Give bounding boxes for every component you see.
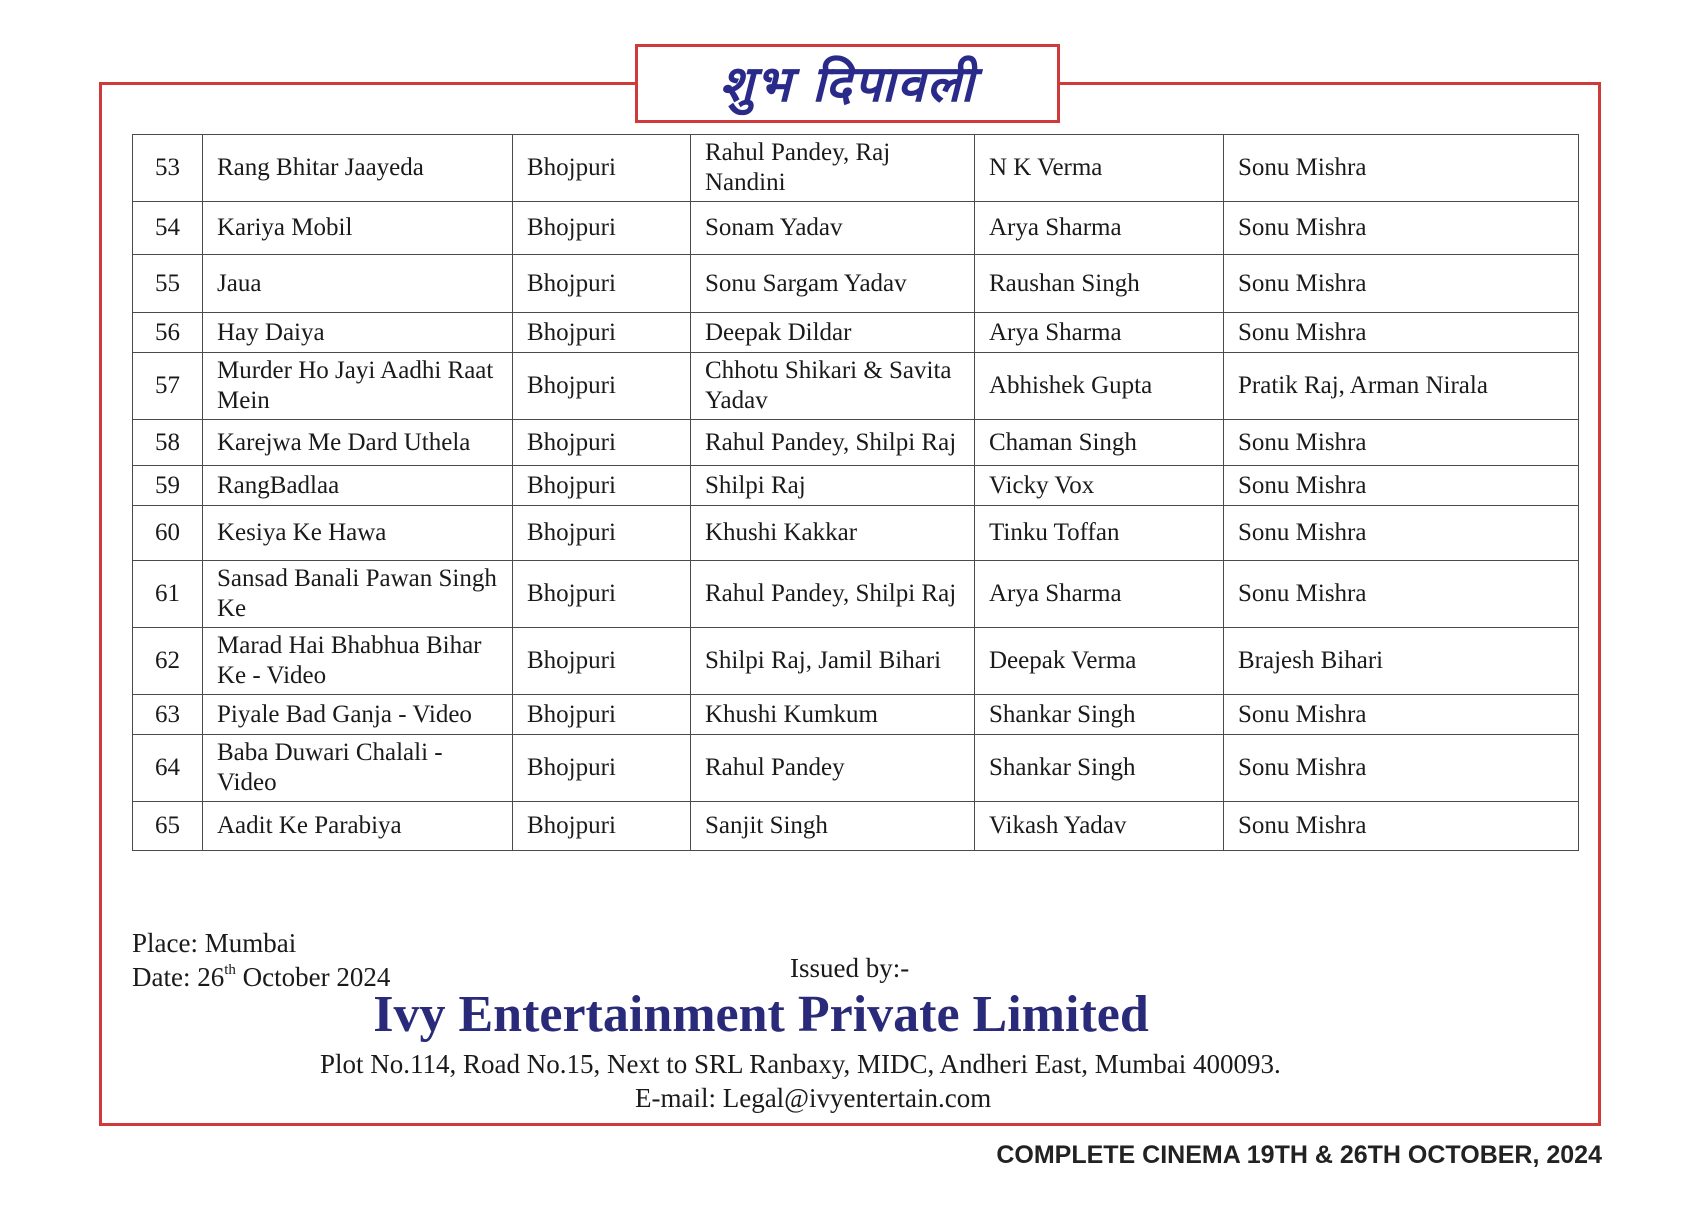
song-singer: Rahul Pandey <box>691 735 975 802</box>
song-credit-b: Sonu Mishra <box>1224 506 1579 561</box>
table-row <box>133 506 1579 561</box>
song-language: Bhojpuri <box>513 628 691 695</box>
song-language: Bhojpuri <box>513 466 691 506</box>
song-singer: Chhotu Shikari & Savita Yadav <box>691 353 975 420</box>
song-title: Aadit Ke Parabiya <box>203 802 513 851</box>
song-credit-b: Sonu Mishra <box>1224 561 1579 628</box>
song-table <box>132 134 1579 851</box>
company-email: E-mail: Legal@ivyentertain.com <box>635 1083 992 1113</box>
song-credit-a: Shankar Singh <box>975 695 1224 735</box>
table-row <box>133 420 1579 466</box>
row-number: 54 <box>133 202 203 255</box>
publication-footer: COMPLETE CINEMA 19TH & 26TH OCTOBER, 2024 <box>996 1141 1602 1169</box>
company-name-text: Ivy Entertainment Private Limited <box>373 986 1149 1043</box>
song-title: Jaua <box>203 255 513 313</box>
song-singer: Sonam Yadav <box>691 202 975 255</box>
song-credit-a: Arya Sharma <box>975 561 1224 628</box>
song-language: Bhojpuri <box>513 561 691 628</box>
row-number: 53 <box>133 135 203 202</box>
header-title: शुभ दिपावली <box>719 54 976 113</box>
song-title: Karejwa Me Dard Uthela <box>203 420 513 466</box>
table-row <box>133 255 1579 313</box>
song-credit-a: Chaman Singh <box>975 420 1224 466</box>
song-title: Sansad Banali Pawan Singh Ke <box>203 561 513 628</box>
date-ordinal: th <box>224 962 236 978</box>
song-credit-a: Vikash Yadav <box>975 802 1224 851</box>
song-language: Bhojpuri <box>513 506 691 561</box>
table-row <box>133 466 1579 506</box>
table-row <box>133 353 1579 420</box>
table-row <box>133 561 1579 628</box>
song-language: Bhojpuri <box>513 353 691 420</box>
song-table-body <box>133 135 1579 851</box>
table-row <box>133 695 1579 735</box>
song-credit-a: Raushan Singh <box>975 255 1224 313</box>
song-singer: Khushi Kakkar <box>691 506 975 561</box>
row-number: 61 <box>133 561 203 628</box>
song-credit-b: Brajesh Bihari <box>1224 628 1579 695</box>
row-number: 58 <box>133 420 203 466</box>
song-credit-a: N K Verma <box>975 135 1224 202</box>
table-row <box>133 313 1579 353</box>
song-title: Hay Daiya <box>203 313 513 353</box>
song-credit-b: Sonu Mishra <box>1224 202 1579 255</box>
song-language: Bhojpuri <box>513 135 691 202</box>
song-title: Piyale Bad Ganja - Video <box>203 695 513 735</box>
song-credit-a: Tinku Toffan <box>975 506 1224 561</box>
row-number: 65 <box>133 802 203 851</box>
song-credit-a: Arya Sharma <box>975 313 1224 353</box>
date-prefix: Date: 26 <box>132 962 225 992</box>
row-number: 57 <box>133 353 203 420</box>
song-credit-a: Shankar Singh <box>975 735 1224 802</box>
song-credit-a: Deepak Verma <box>975 628 1224 695</box>
song-language: Bhojpuri <box>513 735 691 802</box>
song-title: Marad Hai Bhabhua Bihar Ke - Video <box>203 628 513 695</box>
song-title: RangBadlaa <box>203 466 513 506</box>
song-singer: Sonu Sargam Yadav <box>691 255 975 313</box>
song-credit-b: Sonu Mishra <box>1224 255 1579 313</box>
song-title: Kesiya Ke Hawa <box>203 506 513 561</box>
company-address: Plot No.114, Road No.15, Next to SRL Ranbaxy, MIDC, Andheri East, Mumbai 400093. <box>320 1049 1281 1079</box>
row-number: 56 <box>133 313 203 353</box>
row-number: 63 <box>133 695 203 735</box>
song-language: Bhojpuri <box>513 420 691 466</box>
song-credit-b: Sonu Mishra <box>1224 802 1579 851</box>
song-credit-b: Sonu Mishra <box>1224 313 1579 353</box>
song-credit-a: Abhishek Gupta <box>975 353 1224 420</box>
date-suffix: October 2024 <box>235 962 391 992</box>
company-name <box>0 985 1700 1045</box>
song-credit-b: Sonu Mishra <box>1224 735 1579 802</box>
song-credit-b: Pratik Raj, Arman Nirala <box>1224 353 1579 420</box>
row-number: 55 <box>133 255 203 313</box>
row-number: 64 <box>133 735 203 802</box>
song-language: Bhojpuri <box>513 202 691 255</box>
song-credit-b: Sonu Mishra <box>1224 695 1579 735</box>
song-singer: Shilpi Raj <box>691 466 975 506</box>
song-language: Bhojpuri <box>513 313 691 353</box>
song-title: Baba Duwari Chalali - Video <box>203 735 513 802</box>
song-singer: Rahul Pandey, Shilpi Raj <box>691 561 975 628</box>
song-language: Bhojpuri <box>513 255 691 313</box>
song-language: Bhojpuri <box>513 695 691 735</box>
song-title: Rang Bhitar Jaayeda <box>203 135 513 202</box>
row-number: 62 <box>133 628 203 695</box>
song-singer: Sanjit Singh <box>691 802 975 851</box>
song-credit-b: Sonu Mishra <box>1224 420 1579 466</box>
song-language: Bhojpuri <box>513 802 691 851</box>
issued-by-label: Issued by:- <box>790 953 910 983</box>
song-singer: Deepak Dildar <box>691 313 975 353</box>
table-row <box>133 135 1579 202</box>
table-row <box>133 735 1579 802</box>
song-credit-a: Arya Sharma <box>975 202 1224 255</box>
song-title: Murder Ho Jayi Aadhi Raat Mein <box>203 353 513 420</box>
song-singer: Shilpi Raj, Jamil Bihari <box>691 628 975 695</box>
song-credit-b: Sonu Mishra <box>1224 135 1579 202</box>
table-row <box>133 802 1579 851</box>
table-row <box>133 202 1579 255</box>
row-number: 60 <box>133 506 203 561</box>
song-title: Kariya Mobil <box>203 202 513 255</box>
song-credit-b: Sonu Mishra <box>1224 466 1579 506</box>
song-singer: Rahul Pandey, Raj Nandini <box>691 135 975 202</box>
table-row <box>133 628 1579 695</box>
place-label: Place: Mumbai <box>132 928 297 958</box>
row-number: 59 <box>133 466 203 506</box>
song-singer: Rahul Pandey, Shilpi Raj <box>691 420 975 466</box>
header-title-box <box>635 44 1060 123</box>
song-credit-a: Vicky Vox <box>975 466 1224 506</box>
song-singer: Khushi Kumkum <box>691 695 975 735</box>
